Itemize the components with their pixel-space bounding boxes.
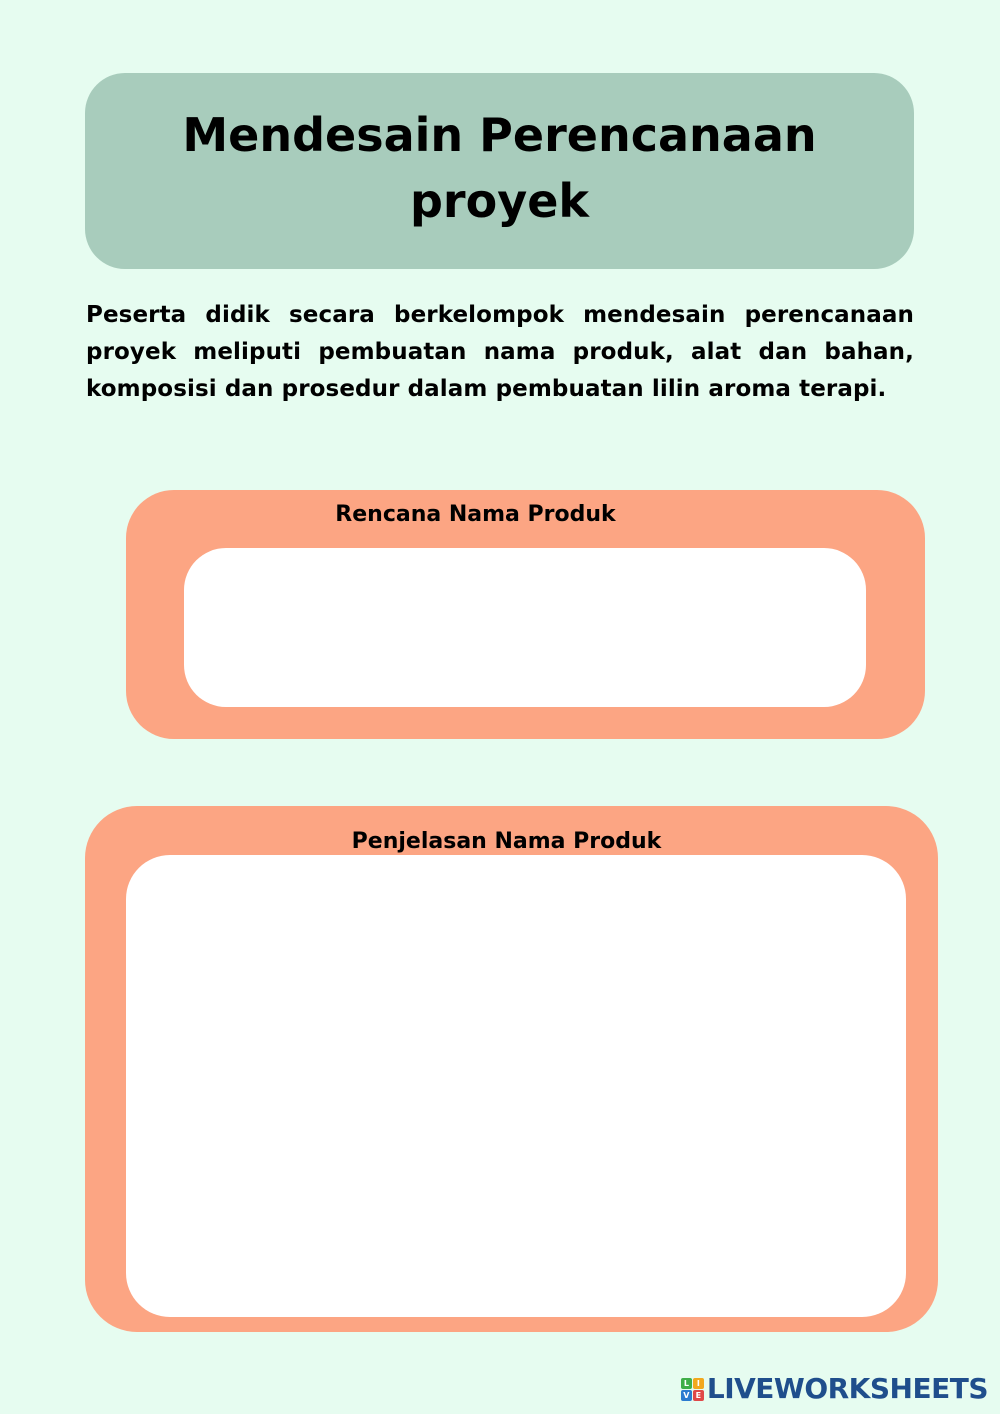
product-name-input[interactable] [184, 548, 866, 707]
product-explanation-input[interactable] [126, 855, 906, 1317]
logo-letter-v: V [681, 1390, 692, 1401]
page-title: Mendesain Perencanaan proyek [182, 108, 817, 228]
liveworksheets-brand[interactable] [681, 1372, 988, 1406]
liveworksheets-logo-icon [681, 1378, 704, 1401]
logo-letter-e: E [693, 1390, 704, 1401]
title-banner [85, 73, 914, 269]
logo-letter-l: L [681, 1378, 692, 1389]
product-name-label: Rencana Nama Produk [335, 502, 616, 527]
product-name-card [126, 490, 925, 739]
brand-name: LIVEWORKSHEETS [706, 1372, 988, 1405]
logo-letter-i: I [693, 1378, 704, 1389]
product-explanation-card [85, 806, 938, 1332]
product-explanation-label: Penjelasan Nama Produk [351, 829, 662, 854]
instructions-text: Peserta didik secara berkelompok mendesain perencanaan proyek meliputi pembuatan nama produk, alat dan bahan, komposisi dan prosedur dalam pembuatan lilin aroma terapi. [86, 302, 914, 402]
